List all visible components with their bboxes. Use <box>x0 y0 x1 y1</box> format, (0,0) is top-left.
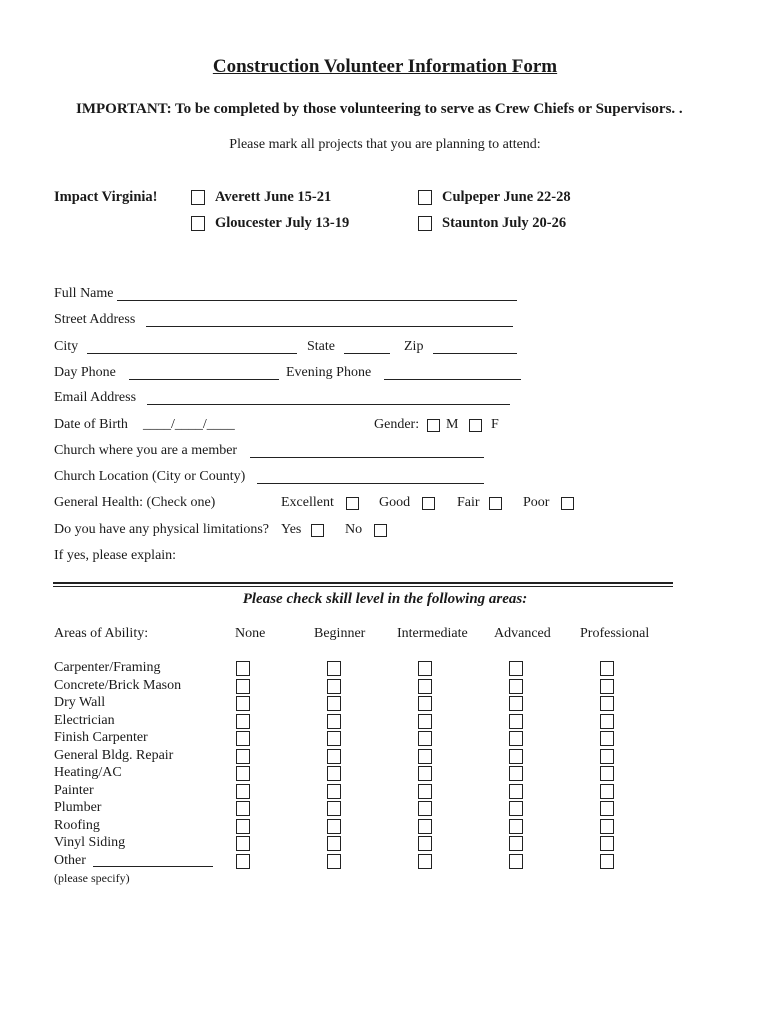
skill-checkbox-professional[interactable] <box>600 696 614 711</box>
skill-checkbox-beginner[interactable] <box>327 784 341 799</box>
skill-checkbox-beginner[interactable] <box>327 836 341 851</box>
skill-checkbox-none[interactable] <box>236 749 250 764</box>
project-label-culpeper: Culpeper June 22-28 <box>442 189 571 205</box>
project-checkbox-culpeper[interactable] <box>418 190 432 205</box>
skill-checkbox-professional[interactable] <box>600 749 614 764</box>
skill-checkbox-none[interactable] <box>236 714 250 729</box>
skill-checkbox-advanced[interactable] <box>509 714 523 729</box>
skill-checkbox-beginner[interactable] <box>327 661 341 676</box>
level-professional-header: Professional <box>580 626 650 641</box>
skill-checkbox-professional[interactable] <box>600 679 614 694</box>
email-field[interactable] <box>147 404 510 405</box>
skill-checkbox-intermediate[interactable] <box>418 854 432 869</box>
church-field[interactable] <box>250 457 484 458</box>
skill-checkbox-none[interactable] <box>236 766 250 781</box>
skill-checkbox-beginner[interactable] <box>327 801 341 816</box>
skills-heading: Please check skill level in the following areas: <box>242 591 528 607</box>
project-label-gloucester: Gloucester July 13-19 <box>215 215 350 231</box>
skill-checkbox-beginner[interactable] <box>327 731 341 746</box>
important-note: IMPORTANT: To be completed by those volunteering to serve as Crew Chiefs or Supervisors. . <box>76 101 683 117</box>
project-label-staunton: Staunton July 20-26 <box>442 215 567 231</box>
dob-label: Date of Birth <box>54 417 128 432</box>
skill-checkbox-beginner[interactable] <box>327 854 341 869</box>
skill-checkbox-intermediate[interactable] <box>418 801 432 816</box>
skill-area-label: Carpenter/Framing <box>54 660 161 675</box>
skill-checkbox-advanced[interactable] <box>509 854 523 869</box>
gender-m-checkbox[interactable] <box>427 419 440 432</box>
section-divider-thin <box>53 586 673 587</box>
skill-checkbox-intermediate[interactable] <box>418 784 432 799</box>
skill-checkbox-professional[interactable] <box>600 836 614 851</box>
level-none-header: None <box>235 626 266 641</box>
level-advanced-header: Advanced <box>494 626 551 641</box>
skill-checkbox-professional[interactable] <box>600 801 614 816</box>
skill-checkbox-advanced[interactable] <box>509 696 523 711</box>
skill-area-label: Concrete/Brick Mason <box>54 677 182 693</box>
skill-checkbox-advanced[interactable] <box>509 679 523 694</box>
health-poor-checkbox[interactable] <box>561 497 574 510</box>
skill-checkbox-beginner[interactable] <box>327 766 341 781</box>
street-address-field[interactable] <box>146 326 513 327</box>
skill-checkbox-intermediate[interactable] <box>418 661 432 676</box>
project-checkbox-staunton[interactable] <box>418 216 432 231</box>
skill-checkbox-advanced[interactable] <box>509 836 523 851</box>
skill-checkbox-advanced[interactable] <box>509 784 523 799</box>
state-field[interactable] <box>344 353 390 354</box>
skill-checkbox-intermediate[interactable] <box>418 731 432 746</box>
skill-checkbox-intermediate[interactable] <box>418 766 432 781</box>
skill-checkbox-intermediate[interactable] <box>418 836 432 851</box>
limitations-no-label: No <box>345 522 363 537</box>
health-fair-checkbox[interactable] <box>489 497 502 510</box>
gender-label: Gender: <box>374 417 420 432</box>
skill-checkbox-none[interactable] <box>236 696 250 711</box>
skill-checkbox-beginner[interactable] <box>327 749 341 764</box>
skill-area-label: General Bldg. Repair <box>54 747 174 763</box>
skill-checkbox-professional[interactable] <box>600 714 614 729</box>
skill-checkbox-none[interactable] <box>236 731 250 746</box>
limitations-label: Do you have any physical limitations? <box>54 522 270 537</box>
health-excellent-label: Excellent <box>281 495 334 510</box>
dob-field[interactable]: ____/____/____ <box>143 417 235 432</box>
other-specify-field[interactable] <box>93 866 213 867</box>
city-label: City <box>54 339 79 354</box>
street-address-label: Street Address <box>54 312 136 327</box>
project-checkbox-averett[interactable] <box>191 190 205 205</box>
skill-area-label: Electrician <box>54 712 115 728</box>
skill-checkbox-beginner[interactable] <box>327 696 341 711</box>
skill-checkbox-professional[interactable] <box>600 766 614 781</box>
skill-area-label: Other <box>54 852 86 868</box>
skill-checkbox-intermediate[interactable] <box>418 819 432 834</box>
skill-area-label: Roofing <box>54 817 100 833</box>
skill-checkbox-advanced[interactable] <box>509 731 523 746</box>
skill-area-label: Painter <box>54 782 94 798</box>
level-beginner-header: Beginner <box>314 626 366 641</box>
state-label: State <box>307 339 335 354</box>
skill-checkbox-professional[interactable] <box>600 784 614 799</box>
full-name-label: Full Name <box>54 286 114 301</box>
skill-checkbox-professional[interactable] <box>600 854 614 869</box>
areas-label: Areas of Ability: <box>54 626 149 641</box>
skill-checkbox-intermediate[interactable] <box>418 714 432 729</box>
limitations-yes-label: Yes <box>281 522 302 537</box>
form-title: Construction Volunteer Information Form <box>212 56 558 77</box>
zip-label: Zip <box>404 339 424 354</box>
skill-checkbox-none[interactable] <box>236 854 250 869</box>
skill-area-label: Vinyl Siding <box>54 835 126 850</box>
section-divider <box>53 582 673 584</box>
gender-f-checkbox[interactable] <box>469 419 482 432</box>
skill-area-label: Finish Carpenter <box>54 730 148 745</box>
instruction-text: Please mark all projects that you are planning to attend: <box>229 137 541 152</box>
skill-area-label: Dry Wall <box>54 695 106 710</box>
skill-checkbox-professional[interactable] <box>600 661 614 676</box>
skill-checkbox-advanced[interactable] <box>509 819 523 834</box>
skill-checkbox-intermediate[interactable] <box>418 696 432 711</box>
skill-checkbox-advanced[interactable] <box>509 766 523 781</box>
church-location-field[interactable] <box>257 483 484 484</box>
project-checkbox-gloucester[interactable] <box>191 216 205 231</box>
church-label: Church where you are a member <box>54 443 238 458</box>
city-field[interactable] <box>87 353 297 354</box>
skill-checkbox-professional[interactable] <box>600 819 614 834</box>
skill-checkbox-advanced[interactable] <box>509 801 523 816</box>
skill-checkbox-professional[interactable] <box>600 731 614 746</box>
skill-checkbox-none[interactable] <box>236 836 250 851</box>
skill-checkbox-none[interactable] <box>236 819 250 834</box>
program-name: Impact Virginia! <box>54 189 158 205</box>
project-label-averett: Averett June 15-21 <box>215 189 332 205</box>
health-good-label: Good <box>379 495 411 510</box>
explain-label: If yes, please explain: <box>54 548 177 563</box>
skill-checkbox-none[interactable] <box>236 784 250 799</box>
health-good-checkbox[interactable] <box>422 497 435 510</box>
health-label: General Health: (Check one) <box>54 495 216 510</box>
skill-checkbox-intermediate[interactable] <box>418 749 432 764</box>
health-excellent-checkbox[interactable] <box>346 497 359 510</box>
email-label: Email Address <box>54 390 137 405</box>
skill-checkbox-beginner[interactable] <box>327 714 341 729</box>
health-fair-label: Fair <box>457 495 480 510</box>
skill-area-label: Plumber <box>54 800 102 815</box>
day-phone-field[interactable] <box>129 379 279 380</box>
skill-checkbox-advanced[interactable] <box>509 749 523 764</box>
skill-checkbox-intermediate[interactable] <box>418 679 432 694</box>
skill-checkbox-none[interactable] <box>236 801 250 816</box>
gender-m-label: M <box>446 417 459 432</box>
level-intermediate-header: Intermediate <box>397 626 468 641</box>
skill-checkbox-none[interactable] <box>236 679 250 694</box>
zip-field[interactable] <box>433 353 517 354</box>
skill-checkbox-beginner[interactable] <box>327 679 341 694</box>
gender-f-label: F <box>491 417 499 432</box>
limitations-yes-checkbox[interactable] <box>311 524 324 537</box>
limitations-no-checkbox[interactable] <box>374 524 387 537</box>
health-poor-label: Poor <box>523 495 550 510</box>
evening-phone-field[interactable] <box>384 379 521 380</box>
church-location-label: Church Location (City or County) <box>54 469 246 484</box>
other-note: (please specify) <box>54 871 130 885</box>
skill-checkbox-none[interactable] <box>236 661 250 676</box>
evening-phone-label: Evening Phone <box>286 365 372 380</box>
skill-checkbox-advanced[interactable] <box>509 661 523 676</box>
day-phone-label: Day Phone <box>54 365 116 380</box>
skill-checkbox-beginner[interactable] <box>327 819 341 834</box>
full-name-field[interactable] <box>117 300 517 301</box>
skill-area-label: Heating/AC <box>54 765 122 780</box>
